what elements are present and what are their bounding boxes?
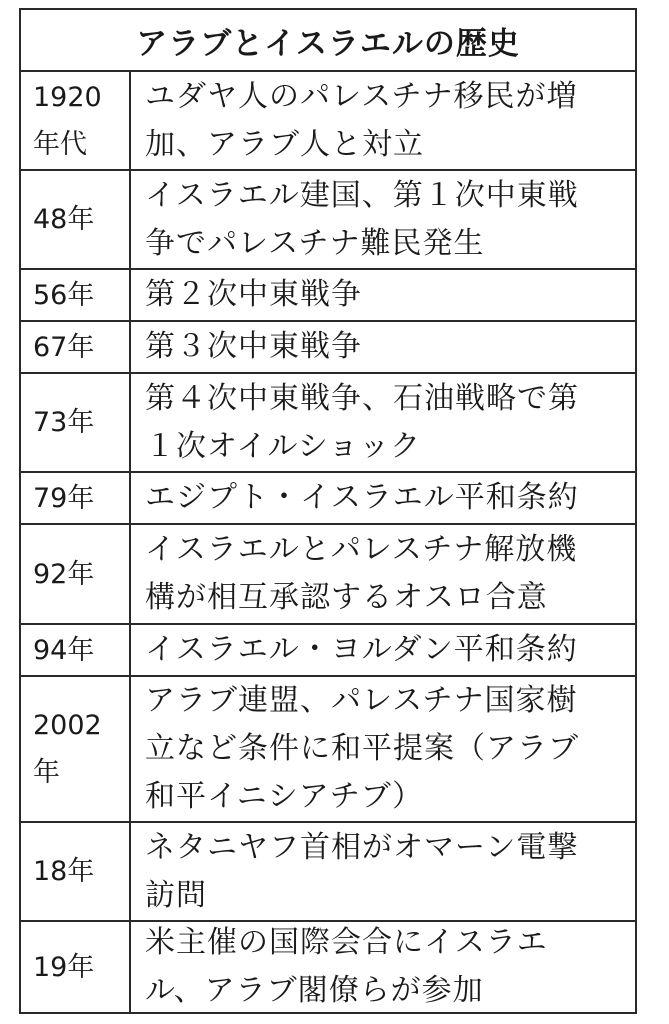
event-cell: 第２次中東戦争 [145, 277, 362, 312]
year-cell: 94年 [21, 625, 131, 675]
event-cell: イスラエル建国、第１次中東戦 争でパレスチナ難民発生 [145, 177, 579, 261]
table-row [21, 677, 635, 823]
event-cell: アラブ連盟、パレスチナ国家樹 立など条件に和平提案（アラブ 和平イニシアチブ） [145, 683, 579, 814]
event-cell: ユダヤ人のパレスチナ移民が増 加、アラブ人と対立 [145, 78, 578, 162]
event-cell: イスラエル・ヨルダン平和条約 [145, 632, 578, 667]
event-cell: ネタニヤフ首相がオマーン電撃 訪問 [145, 829, 579, 913]
history-table [19, 8, 637, 1014]
year-cell: 79年 [21, 473, 131, 523]
event-cell: 第４次中東戦争、石油戦略で第 １次オイルショック [145, 380, 579, 464]
year-cell: 18年 [21, 823, 131, 920]
year-cell: 73年 [21, 374, 131, 471]
table-row [21, 72, 635, 171]
table-row [21, 322, 635, 374]
year-cell: 67年 [21, 322, 131, 372]
year-cell: 56年 [21, 270, 131, 320]
table-row [21, 625, 635, 677]
table-body [21, 72, 635, 1012]
year-cell: 48年 [21, 171, 131, 268]
table-title: アラブとイスラエルの歴史 [21, 10, 635, 72]
table-row [21, 823, 635, 922]
table-row [21, 171, 635, 270]
table-row [21, 473, 635, 525]
table-row [21, 922, 635, 1012]
year-cell: 1920 年代 [21, 72, 131, 169]
year-cell: 19年 [21, 922, 131, 1012]
table-row [21, 374, 635, 473]
year-cell: 2002 年 [21, 677, 131, 821]
event-cell: イスラエルとパレスチナ解放機 構が相互承認するオスロ合意 [145, 532, 578, 615]
table-row [21, 525, 635, 625]
year-cell: 92年 [21, 525, 131, 623]
event-cell: 第３次中東戦争 [145, 329, 362, 364]
event-cell: 米主催の国際会合にイスラエ ル、アラブ閣僚らが参加 [145, 925, 548, 1008]
table-row [21, 270, 635, 322]
event-cell: エジプト・イスラエル平和条約 [145, 480, 579, 515]
